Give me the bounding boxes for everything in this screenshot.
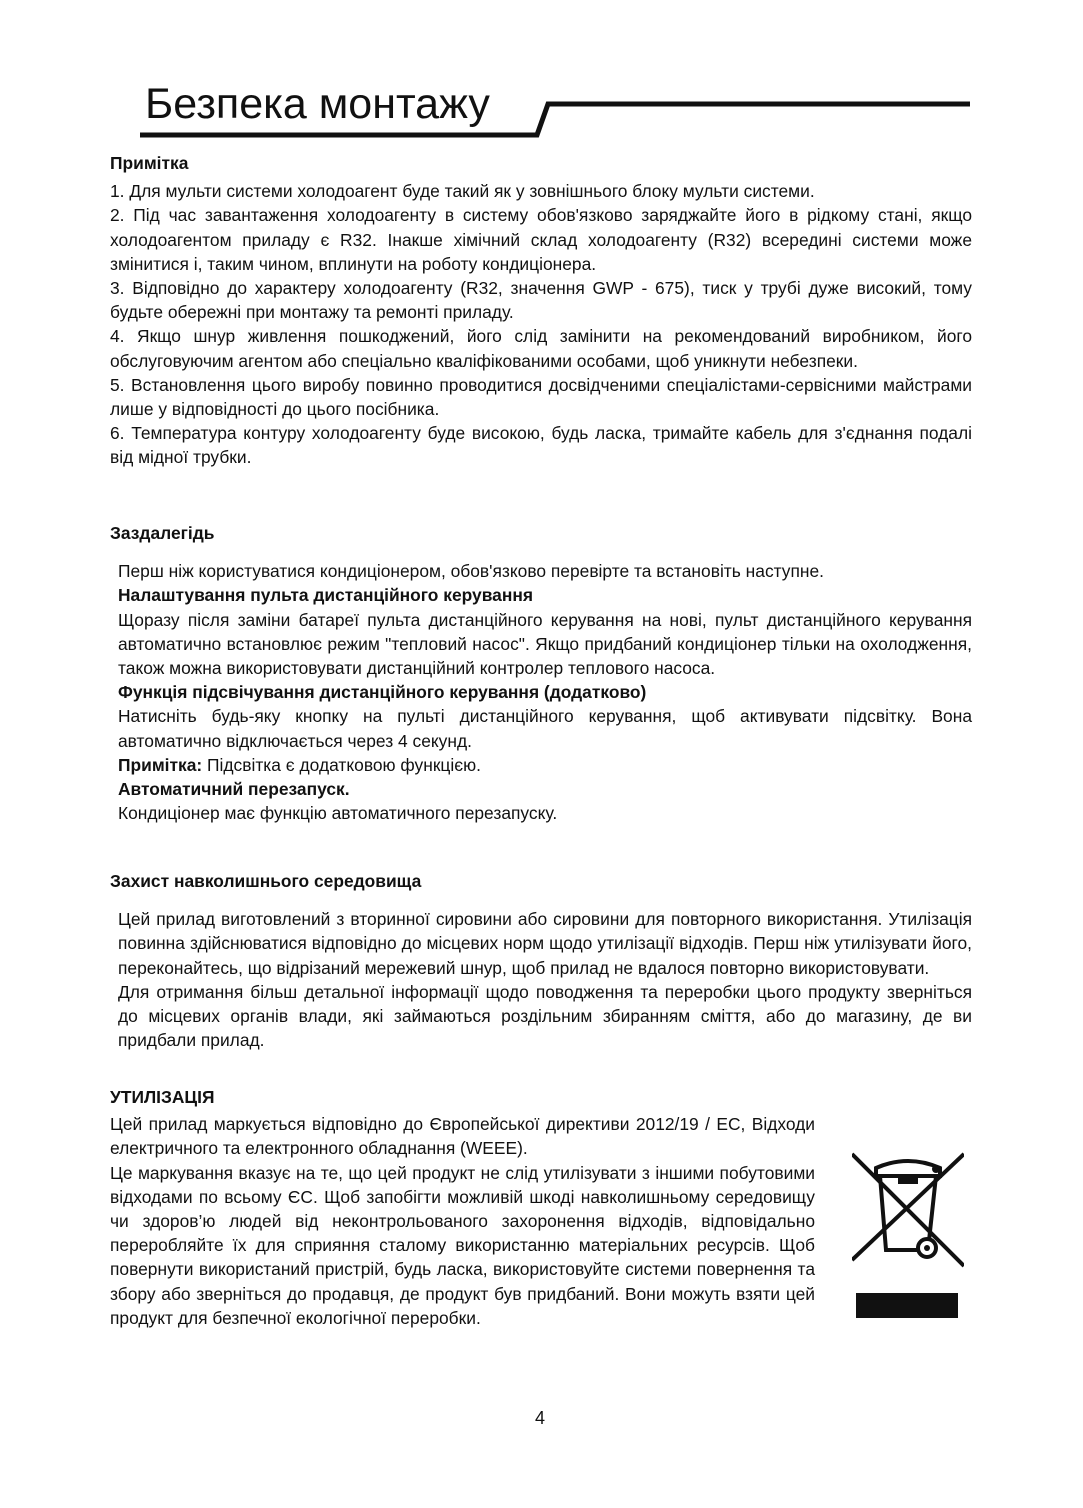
backlight-heading: Функція підсвічування дистанційного керування (додатково) bbox=[118, 682, 647, 703]
environment-text: Для отримання більш детальної інформації щодо поводження та переробки цього продукту зверніться до місцевих органів влади, які займаються роздільним збиранням сміття, або до магазину, де ви придбали прилад. bbox=[118, 981, 972, 1051]
environment-heading: Захист навколишнього середовища bbox=[110, 871, 422, 891]
environment-text: Цей прилад виготовлений з вторинної сировини або сировини для повторного використання. Утилізація повинна здійснюватися відповідно до місцевих норм щодо утилізації відходів. Перш ніж утилізувати його, переконайтесь, що відрізаний мережевий шнур, щоб прилад не вдалося повторно використовувати. bbox=[118, 909, 972, 978]
note-item: 6. Температура контуру холодоагенту буде високою, будь ласка, тримайте кабель для з'єднання подалі від мідної трубки. bbox=[110, 423, 972, 468]
environment-section bbox=[110, 869, 972, 1052]
note-item: 3. Відповідно до характеру холодоагенту (R32, значення GWP - 675), тиск у трубі дуже високий, тому будьте обережні при монтажу та ремонті приладу. bbox=[110, 278, 972, 323]
backlight-text: Натисніть будь-яку кнопку на пульті дистанційного керування, щоб активувати підсвітку. Вона автоматично відключається через 4 секунд. bbox=[118, 706, 972, 751]
weee-black-bar bbox=[856, 1293, 958, 1318]
restart-heading: Автоматичний перезапуск. bbox=[118, 779, 350, 800]
note-item: 5. Встановлення цього виробу повинно проводитися досвідченими спеціалістами-сервісними майстрами лише у відповідності до цього посібника. bbox=[110, 374, 972, 420]
backlight-note-text: Підсвітка є додатковою функцією. bbox=[202, 754, 482, 775]
backlight-note bbox=[118, 753, 972, 777]
remote-text: Щоразу після заміни батареї пульта дистанційного керування на нові, пульт дистанційного керування автоматично встановлює режим "тепловий насос". Якщо придбаний кондиціонер тільки на охолодження, також можна використовувати дистанційний контролер теплового насоса. bbox=[118, 609, 972, 679]
note-item: 2. Під час завантаження холодоагенту в систему обов'язково заряджайте його в рідкому стані, якщо холодоагентом приладу є R32. Інакше хімічний склад холодоагенту (R32) всередині системи може змінитися і, таким чином, вплинути на роботу кондиціонера. bbox=[110, 205, 972, 274]
note-section bbox=[110, 151, 972, 470]
advance-intro: Перш ніж користуватися кондиціонером, обов'язково перевірте та встановіть наступне. bbox=[118, 561, 825, 582]
disposal-text: Цей прилад маркується відповідно до Європейської директиви 2012/19 / ЕС, Відходи електричного та електронного обладнання (WEEE). bbox=[110, 1114, 815, 1159]
remote-heading: Налаштування пульта дистанційного керування bbox=[118, 585, 533, 606]
page-title: Безпека монтажу bbox=[145, 80, 490, 128]
crossed-out-wheelie-bin-icon bbox=[852, 1148, 964, 1268]
note-item: 4. Якщо шнур живлення пошкоджений, його слід замінити на рекомендований виробником, його обслуговуючим агентом або спеціально кваліфікованими особами, щоб уникнути небезпеки. bbox=[110, 326, 972, 371]
backlight-note-label: Примітка: bbox=[118, 754, 203, 775]
note-heading: Примітка bbox=[110, 153, 189, 173]
advance-section bbox=[110, 521, 972, 825]
disposal-heading: УТИЛІЗАЦІЯ bbox=[110, 1087, 215, 1107]
restart-text: Кондиціонер має функцію автоматичного перезапуску. bbox=[118, 803, 558, 824]
note-item: 1. Для мульти системи холодоагент буде такий як у зовнішнього блоку мульти системи. bbox=[110, 181, 815, 202]
page-number: 4 bbox=[535, 1408, 546, 1428]
advance-heading: Заздалегідь bbox=[110, 523, 215, 543]
disposal-section bbox=[110, 1085, 815, 1330]
disposal-text: Це маркування вказує на те, що цей продукт не слід утилізувати з іншими побутовими відходами по всьому ЄС. Щоб запобігти можливій шкоді навколишньому середовищу чи здоров’ю людей від неконтрольованого захоронення відходів, відповідально переробляйте їх для сприяння сталому використанню матеріальних ресурсів. Щоб повернути використаний пристрій, будь ласка, використовуйте системи повернення та збору або зверніться до продавця, де продукт був придбаний. Вони можуть взяти цей продукт для безпечної екологічної переробки. bbox=[110, 1162, 815, 1328]
